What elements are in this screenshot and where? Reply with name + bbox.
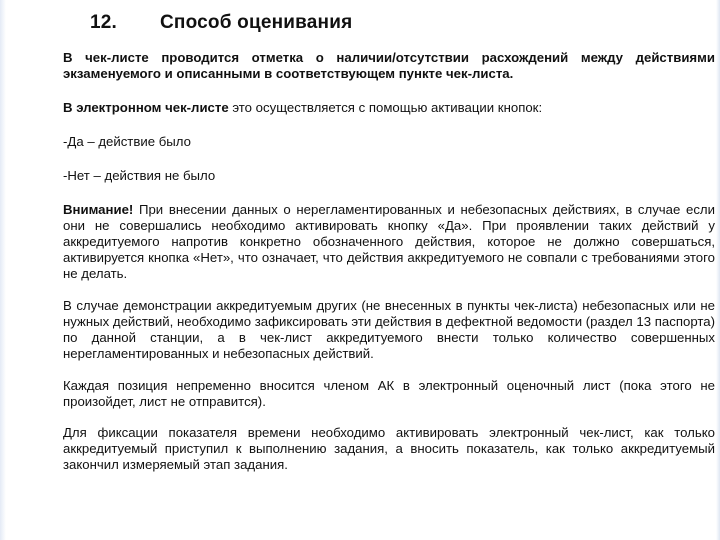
electronic-text: это осуществляется с помощью активации кнопок: (228, 100, 543, 115)
intro-paragraph: В чек-листе проводится отметка о наличии/отсутствии расхождений между действиями экзаменуемого и описанными в соответствующем пункте чек-листа. (63, 50, 715, 81)
attention-paragraph (63, 202, 715, 282)
electronic-paragraph (63, 100, 715, 116)
demo-paragraph: В случае демонстрации аккредитуемым других (не внесенных в пункты чек-листа) небезопасных или не нужных действий, необходимо зафиксировать эти действия в дефектной ведомости (раздел 13 паспорта) по данной станции, а в чек-лист аккредитуемого внести только количество совершенных нерегламентированных и небезопасных действий. (63, 298, 715, 361)
attention-text: При внесении данных о нерегламентированных и небезопасных действиях, в случае если они не совершались необходимо активировать кнопку «Да». При проявлении таких действий у аккредитуемого напротив конкретно обозначенного действия, которое не должно совершаться, активируется кнопка «Нет», что означает, что действия аккредитуемого не совпали с требованиями этого не делать. (63, 202, 715, 281)
section-heading (90, 12, 352, 34)
electronic-lead: В электронном чек-листе (63, 100, 229, 115)
yes-option-line: -Да – действие было (63, 134, 191, 149)
section-number: 12. (90, 12, 118, 33)
position-paragraph: Каждая позиция непременно вносится членом АК в электронный оценочный лист (пока этого не произойдет, лист не отправится). (63, 378, 715, 409)
document-body (63, 50, 715, 473)
page-edge-right (716, 0, 720, 540)
timing-paragraph: Для фиксации показателя времени необходимо активировать электронный чек-лист, как только аккредитуемый приступил к выполнению задания, а вносить показатель, как только аккредитуемый закончил измеряемый этап задания. (63, 425, 715, 472)
page-edge-left (0, 0, 6, 540)
attention-lead: Внимание! (63, 202, 134, 217)
section-title: Способ оценивания (160, 12, 353, 33)
no-option-line: -Нет – действия не было (63, 168, 216, 183)
